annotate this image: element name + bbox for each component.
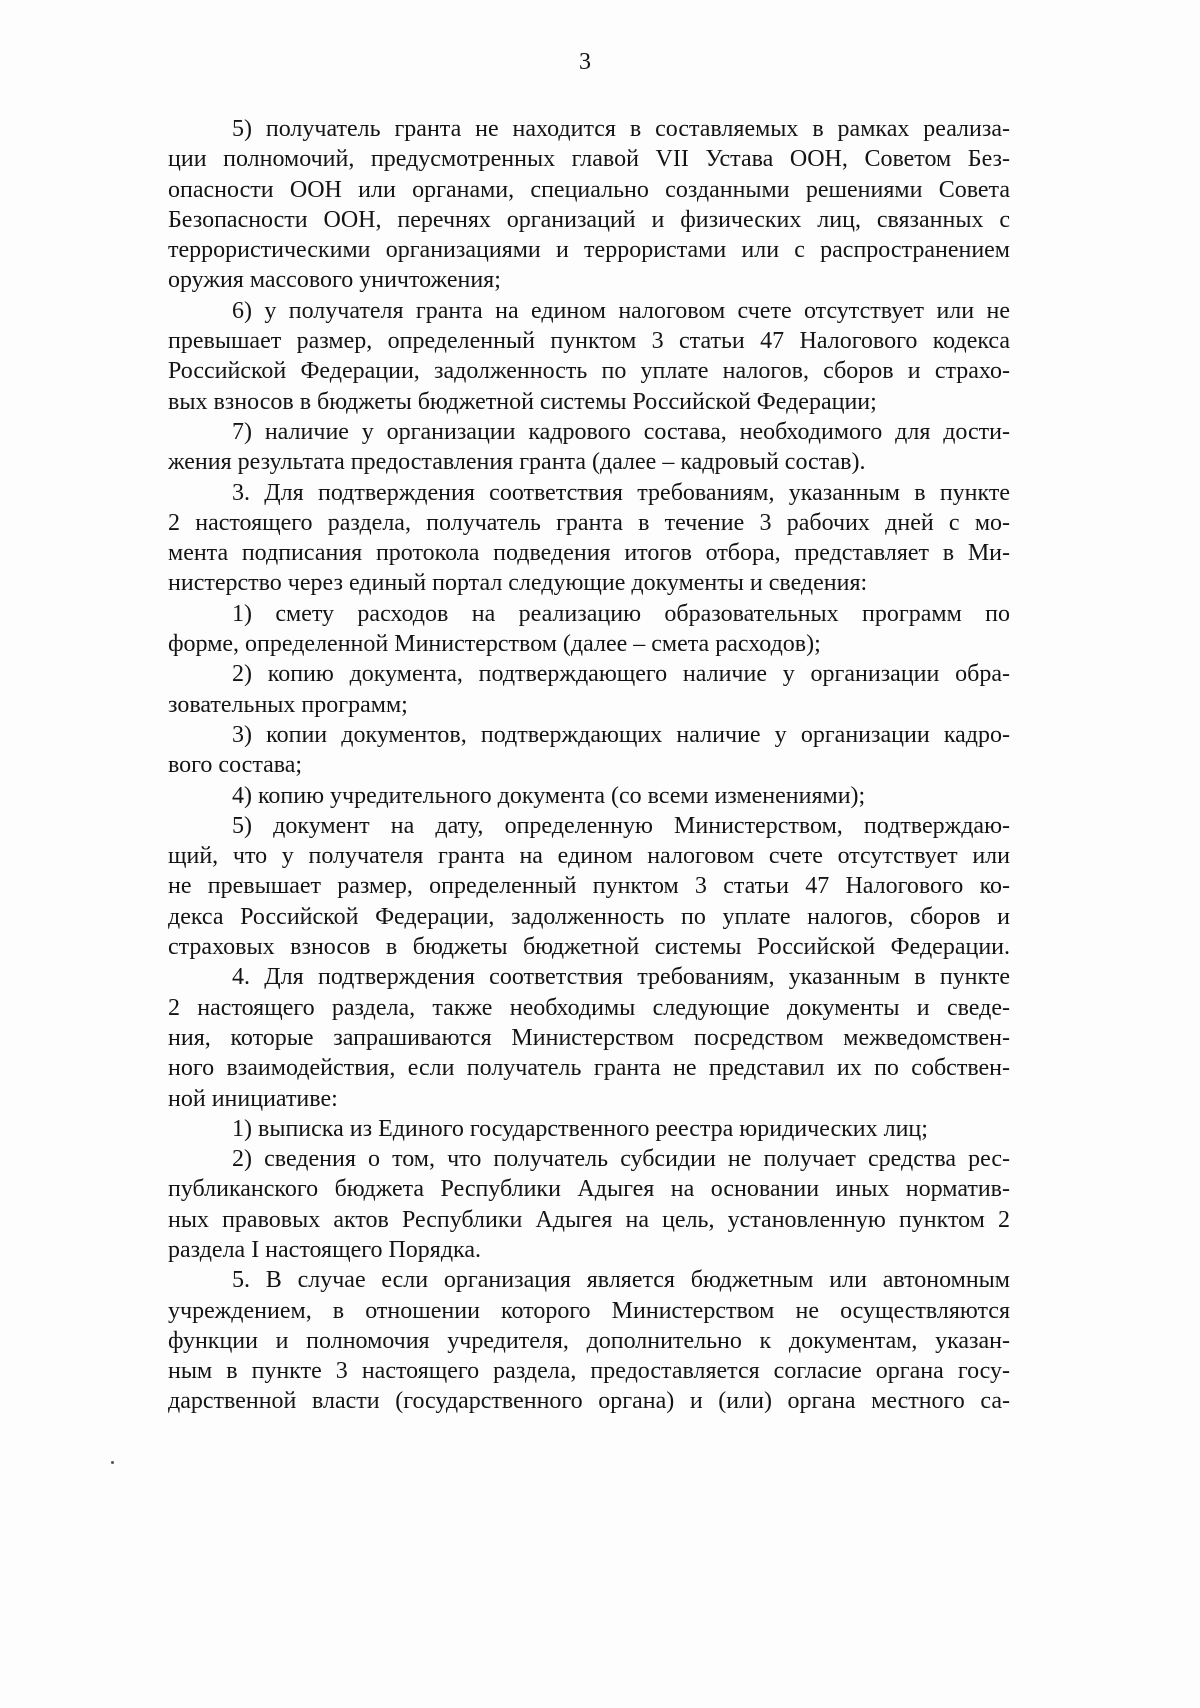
- text-line: ции полномочий, предусмотренных главой VII Устава ООН, Советом Без-: [168, 146, 1010, 173]
- text-line: не превышает размер, определенный пунктом 3 статьи 47 Налогового ко-: [168, 873, 1010, 900]
- text-line: вого состава;: [168, 752, 303, 779]
- text-line: 2 настоящего раздела, также необходимы следующие документы и сведе-: [168, 994, 1010, 1021]
- scan-speck: [111, 1461, 114, 1464]
- text-line: 3. Для подтверждения соответствия требованиям, указанным в пункте: [232, 479, 1010, 506]
- paragraph: [168, 659, 1010, 720]
- text-line: нистерство через единый портал следующие документы и сведения:: [168, 570, 868, 597]
- text-line: 3) копии документов, подтверждающих наличие у организации кадро-: [232, 721, 1010, 748]
- text-line: жения результата предоставления гранта (далее – кадровый состав).: [168, 449, 866, 476]
- paragraph: [168, 1114, 1010, 1144]
- paragraph: [168, 1144, 1010, 1265]
- document-body: [168, 114, 1010, 1417]
- text-line: раздела I настоящего Порядка.: [168, 1236, 481, 1263]
- text-line: Безопасности ООН, перечнях организаций и физических лиц, связанных с: [168, 206, 1010, 233]
- text-line: ным в пункте 3 настоящего раздела, предоставляется согласие органа госу-: [168, 1358, 1010, 1385]
- text-line: страховых взносов в бюджеты бюджетной системы Российской Федерации.: [168, 934, 1010, 961]
- text-line: 5) получатель гранта не находится в составляемых в рамках реализа-: [232, 116, 1010, 142]
- text-line: Российской Федерации, задолженность по уплате налогов, сборов и страхо-: [168, 358, 1010, 385]
- text-line: ного взаимодействия, если получатель гранта не представил их по собствен-: [168, 1055, 1010, 1082]
- text-line: публиканского бюджета Республики Адыгея на основании иных норматив-: [168, 1176, 1010, 1203]
- text-line: 7) наличие у организации кадрового состава, необходимого для дости-: [232, 418, 1010, 445]
- paragraph: [168, 599, 1010, 660]
- text-line: 1) смету расходов на реализацию образовательных программ по: [232, 600, 1010, 627]
- text-line: 4) копию учредительного документа (со всеми изменениями);: [232, 782, 866, 809]
- paragraph: [168, 114, 1010, 296]
- paragraph: [168, 720, 1010, 781]
- paragraph: [168, 811, 1010, 962]
- text-line: ния, которые запрашиваются Министерством посредством межведомствен-: [168, 1024, 1010, 1051]
- text-line: превышает размер, определенный пунктом 3 статьи 47 Налогового кодекса: [168, 328, 1010, 355]
- text-line: учреждением, в отношении которого Министерством не осуществляются: [168, 1297, 1010, 1324]
- text-line: опасности ООН или органами, специально созданными решениями Совета: [168, 176, 1010, 203]
- text-line: 1) выписка из Единого государственного реестра юридических лиц;: [232, 1115, 928, 1142]
- text-line: 4. Для подтверждения соответствия требованиям, указанным в пункте: [232, 964, 1010, 991]
- text-line: террористическими организациями и террористами или с распространением: [168, 237, 1010, 264]
- text-line: вых взносов в бюджеты бюджетной системы Российской Федерации;: [168, 388, 877, 415]
- text-line: 2) копию документа, подтверждающего наличие у организации обра-: [232, 661, 1010, 688]
- text-line: 2) сведения о том, что получатель субсидии не получает средства рес-: [232, 1146, 1010, 1173]
- text-line: 5) документ на дату, определенную Министерством, подтверждаю-: [232, 812, 1010, 839]
- text-line: мента подписания протокола подведения итогов отбора, представляет в Ми-: [168, 540, 1010, 567]
- paragraph: [168, 1265, 1010, 1416]
- text-line: дарственной власти (государственного органа) и (или) органа местного са-: [168, 1388, 1010, 1415]
- text-line: форме, определенной Министерством (далее – смета расходов);: [168, 631, 821, 658]
- text-line: 5. В случае если организация является бюджетным или автономным: [232, 1267, 1010, 1294]
- text-line: ной инициативе:: [168, 1085, 338, 1112]
- text-line: оружия массового уничтожения;: [168, 267, 501, 294]
- text-line: 2 настоящего раздела, получатель гранта в течение 3 рабочих дней с мо-: [168, 509, 1010, 536]
- text-line: щий, что у получателя гранта на едином налоговом счете отсутствует или: [168, 843, 1010, 870]
- paragraph: [168, 962, 1010, 1113]
- text-line: ных правовых актов Республики Адыгея на цель, установленную пунктом 2: [168, 1206, 1010, 1233]
- paragraph: [168, 781, 1010, 811]
- page-number: 3: [579, 49, 591, 75]
- paragraph: [168, 296, 1010, 417]
- text-line: функции и полномочия учредителя, дополнительно к документам, указан-: [168, 1327, 1010, 1354]
- text-line: декса Российской Федерации, задолженность по уплате налогов, сборов и: [168, 903, 1010, 930]
- paragraph: [168, 417, 1010, 478]
- text-line: 6) у получателя гранта на едином налоговом счете отсутствует или не: [232, 297, 1010, 324]
- paragraph: [168, 478, 1010, 599]
- text-line: зовательных программ;: [168, 691, 408, 718]
